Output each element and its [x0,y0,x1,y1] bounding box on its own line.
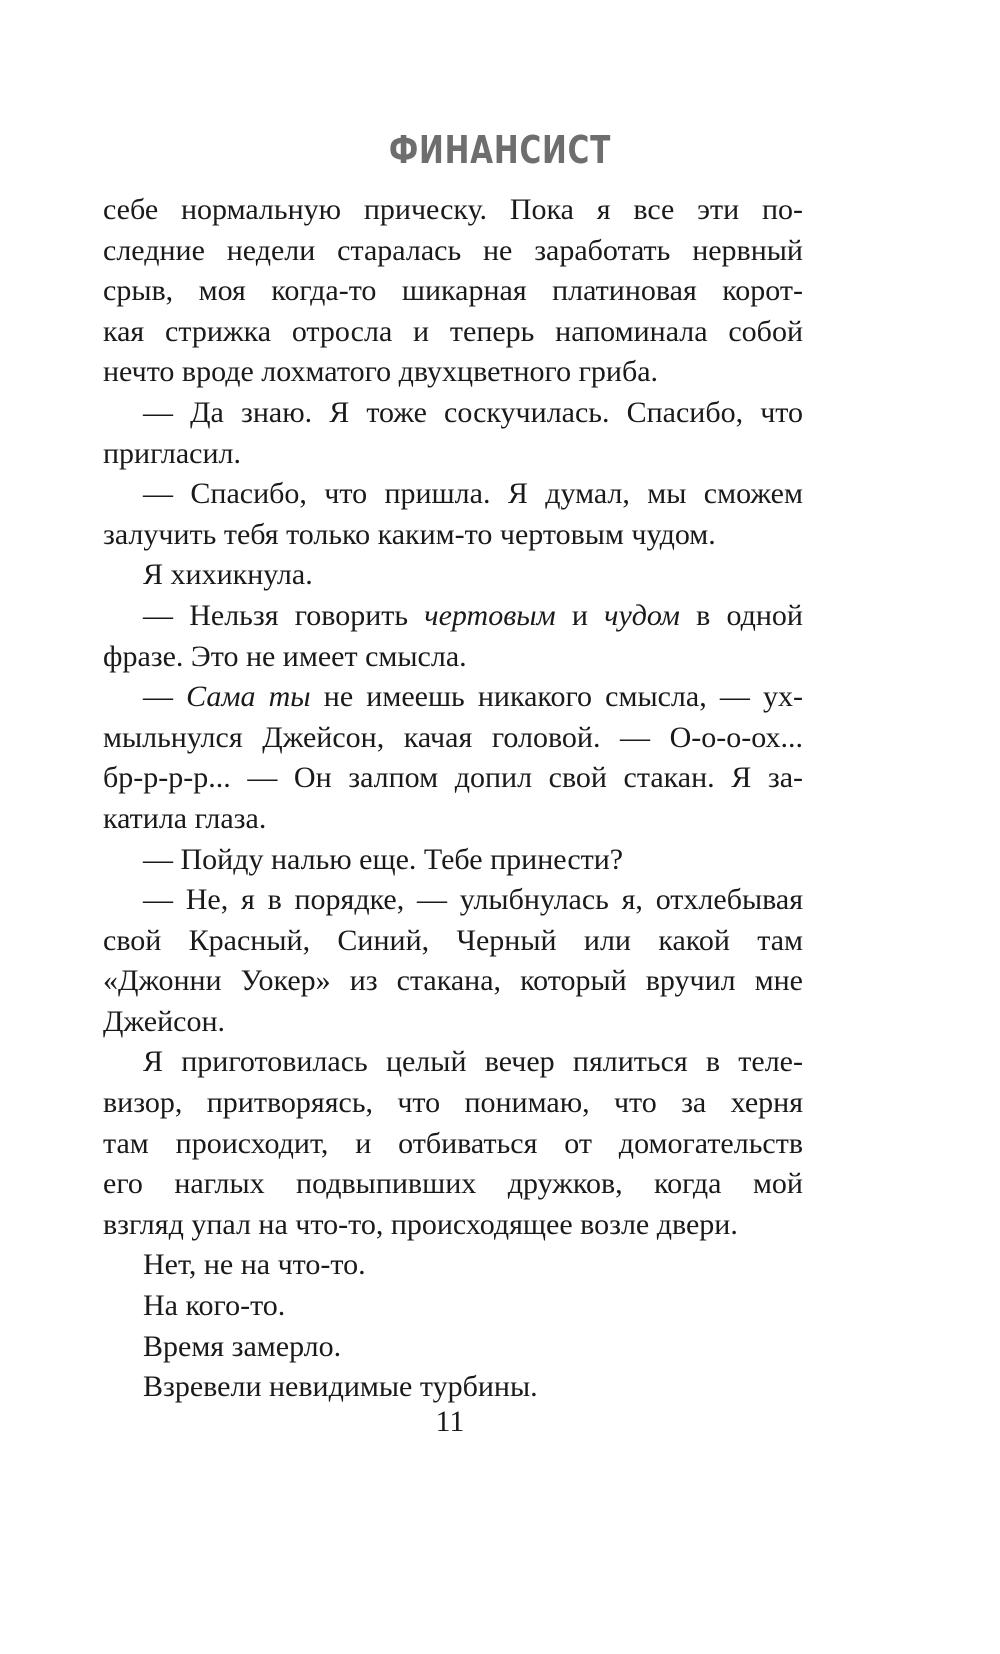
italic-word: чудом [604,598,680,632]
text-line: бр-р-р-р... — Он залпом допил свой стакан. Я за- [103,761,803,795]
text-line [103,677,803,718]
text-line: Взревели невидимые турбины. [143,1370,538,1404]
text-line: пригласил. [103,436,242,470]
text-line: Время замерло. [143,1329,342,1363]
text-line: — Пойду налью еще. Тебе принести? [143,842,624,876]
text-line: визор, притворяясь, что понимаю, что за херня [103,1086,803,1120]
paragraph-continued [103,1083,803,1245]
text-line: кая стрижка отросла и теперь напоминала собой [103,314,803,348]
text-line: его наглых подвыпивших дружков, когда мой [103,1167,803,1201]
text-line: взгляд упал на что-то, происходящее возле двери. [103,1207,738,1241]
text-line: — Не, я в порядке, — улыбнулась я, отхлебывая [143,883,803,917]
paragraph-continued [103,718,803,840]
text-segment: — Нельзя говорить [143,598,425,632]
text-line: следние недели старалась не заработать нервный [103,233,803,267]
paragraph [103,1042,803,1083]
text-line: — Спасибо, что пришла. Я думал, мы сможем [143,477,803,511]
paragraph [103,1245,803,1286]
paragraph [103,596,803,637]
text-line: фразе. Это не имеет смысла. [103,639,467,673]
text-line: свой Красный, Синий, Черный или какой там [103,923,803,957]
paragraph-continued [103,921,803,1043]
text-line [103,596,803,637]
text-segment: — [143,680,187,714]
page-number: 11 [435,1405,465,1438]
text-line: там происходит, и отбиваться от домогательств [103,1126,803,1160]
body-text [103,190,803,1408]
italic-word: чертовым [424,598,556,632]
paragraph [103,840,803,881]
text-segment: и [555,598,605,632]
text-line: На кого-то. [143,1289,286,1323]
text-line: срыв, моя когда-то шикарная платиновая корот- [103,274,803,308]
paragraph [103,1286,803,1327]
text-line: «Джонни Уокер» из стакана, который вручил мне [103,964,803,998]
paragraph [103,190,803,393]
paragraph-continued [103,515,803,556]
text-line: Я приготовилась целый вечер пялиться в теле- [143,1045,803,1079]
text-line: мыльнулся Джейсон, качая головой. — О-о-о-ох... [103,720,803,754]
text-segment: в одной [679,598,803,632]
paragraph [103,880,803,921]
paragraph [103,1367,803,1408]
text-line: нечто вроде лохматого двухцветного гриба. [103,355,659,389]
paragraph [103,1327,803,1368]
paragraph-continued [103,434,803,475]
paragraph [103,474,803,515]
text-line: себе нормальную прическу. Пока я все эти по- [103,193,803,226]
text-segment: не имеешь никакого смысла, — ух- [310,680,803,714]
text-line: Нет, не на что-то. [143,1248,366,1282]
text-line: Я хихикнула. [143,558,313,592]
paragraph [103,555,803,596]
running-header: ФИНАНСИСТ [388,128,612,172]
italic-word: Сама ты [186,680,311,714]
text-line: залучить тебя только каким-то чертовым чудом. [103,517,716,551]
text-line: — Да знаю. Я тоже соскучилась. Спасибо, что [143,395,803,429]
paragraph [103,677,803,718]
paragraph [103,393,803,434]
text-line: Джейсон. [103,1004,226,1038]
paragraph-continued [103,637,803,678]
text-line: катила глаза. [103,801,267,835]
